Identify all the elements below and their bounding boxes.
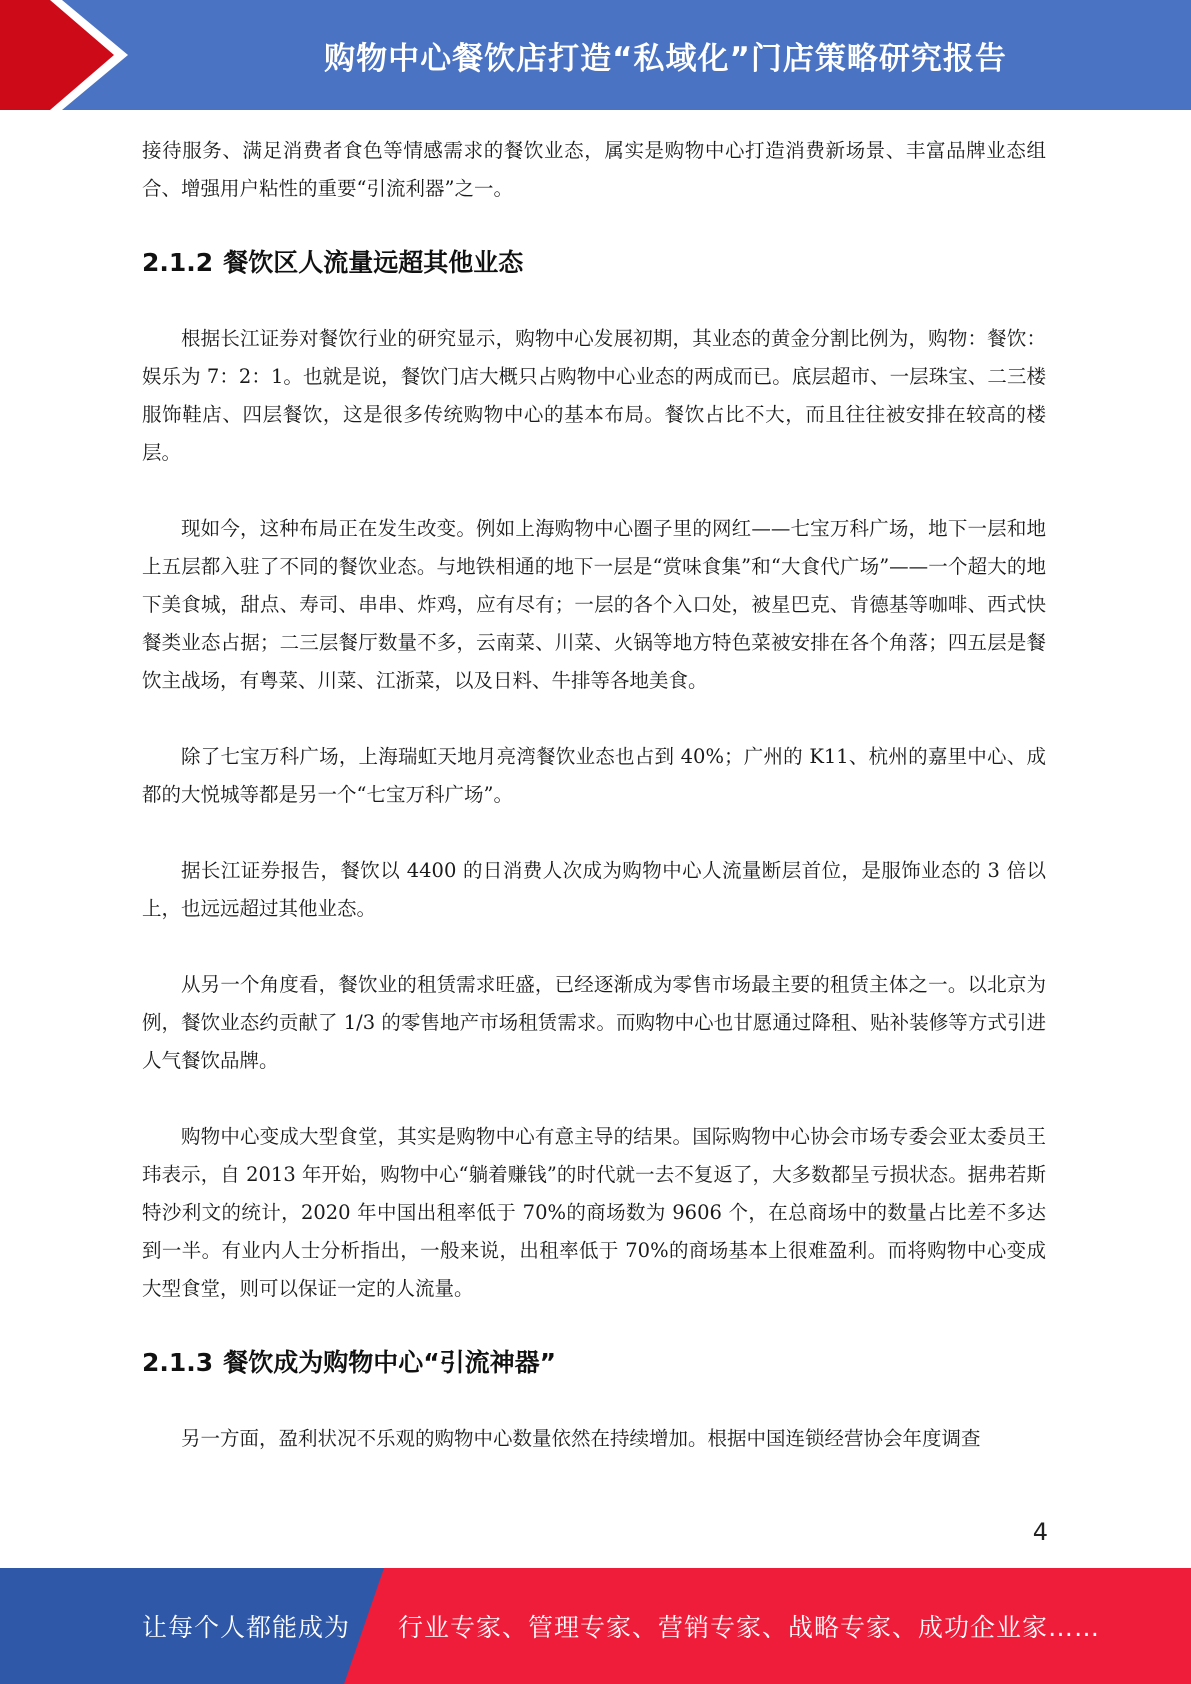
page-header (0, 0, 1191, 110)
footer-slogan-text: 行业专家、管理专家、营销专家、战略专家、成功企业家…… (398, 1613, 1101, 1642)
paragraph-2: 现如今，这种布局正在发生改变。例如上海购物中心圈子里的网红——七宝万科广场，地下一层和地上五层都入驻了不同的餐饮业态。与地铁相通的地下一层是“赏味食集”和“大食代广场”——一个超大的地下美食城，甜点、寿司、串串、炸鸡，应有尽有；一层的各个入口处，被星巴克、肯德基等咖啡、西式快餐类业态占据；二三层餐厅数量不多，云南菜、川菜、火锅等地方特色菜被安排在各个角落；四五层是餐饮主战场，有粤菜、川菜、江浙菜，以及日料、牛排等各地美食。 (142, 517, 1046, 692)
paragraph-6: 购物中心变成大型食堂，其实是购物中心有意主导的结果。国际购物中心协会市场专委会亚太委员王玮表示，自 2013 年开始，购物中心“躺着赚钱”的时代就一去不复返了，大多数都呈亏损状态。据弗若斯特沙利文的统计，2020 年中国出租率低于 70%的商场数为 9606 个，在总商场中的数量占比差不多达到一半。有业内人士分析指出，一般来说，出租率低于 70%的商场基本上很难盈利。而将购物中心变成大型食堂，则可以保证一定的人流量。 (142, 1125, 1046, 1300)
section-heading-2-1-3 (142, 1344, 1046, 1382)
paragraph-4: 据长江证券报告，餐饮以 4400 的日消费人次成为购物中心人流量断层首位，是服饰业态的 3 倍以上，也远远超过其他业态。 (142, 859, 1046, 920)
page-number: 4 (1032, 1518, 1048, 1546)
page-footer (0, 1568, 1191, 1684)
document-title: 购物中心餐饮店打造“私域化”门店策略研究报告 (324, 40, 1007, 77)
section-heading-2-1-2 (142, 244, 1046, 282)
section-number: 2.1.3 (142, 1348, 214, 1377)
section-title: 餐饮成为购物中心“引流神器” (223, 1348, 557, 1377)
document-body (142, 132, 1046, 1458)
section-title: 餐饮区人流量远超其他业态 (223, 248, 524, 277)
paragraph-5: 从另一个角度看，餐饮业的租赁需求旺盛，已经逐渐成为零售市场最主要的租赁主体之一。以北京为例，餐饮业态约贡献了 1/3 的零售地产市场租赁需求。而购物中心也甘愿通过降租、贴补装修等方式引进人气餐饮品牌。 (142, 973, 1046, 1072)
paragraph-7: 另一方面，盈利状况不乐观的购物中心数量依然在持续增加。根据中国连锁经营协会年度调查 (181, 1427, 981, 1450)
footer-lead-text: 让每个人都能成为 (142, 1613, 351, 1642)
paragraph-3: 除了七宝万科广场，上海瑞虹天地月亮湾餐饮业态也占到 40%；广州的 K11、杭州的嘉里中心、成都的大悦城等都是另一个“七宝万科广场”。 (142, 745, 1046, 806)
paragraph-1: 根据长江证券对餐饮行业的研究显示，购物中心发展初期，其业态的黄金分割比例为，购物：餐饮：娱乐为 7：2：1。也就是说，餐饮门店大概只占购物中心业态的两成而已。底层超市、一层珠宝、二三楼服饰鞋店、四层餐饮，这是很多传统购物中心的基本布局。餐饮占比不大，而且往往被安排在较高的楼层。 (142, 327, 1046, 464)
intro-paragraph: 接待服务、满足消费者食色等情感需求的餐饮业态，属实是购物中心打造消费新场景、丰富品牌业态组合、增强用户粘性的重要“引流利器”之一。 (142, 139, 1046, 200)
section-number: 2.1.2 (142, 248, 214, 277)
